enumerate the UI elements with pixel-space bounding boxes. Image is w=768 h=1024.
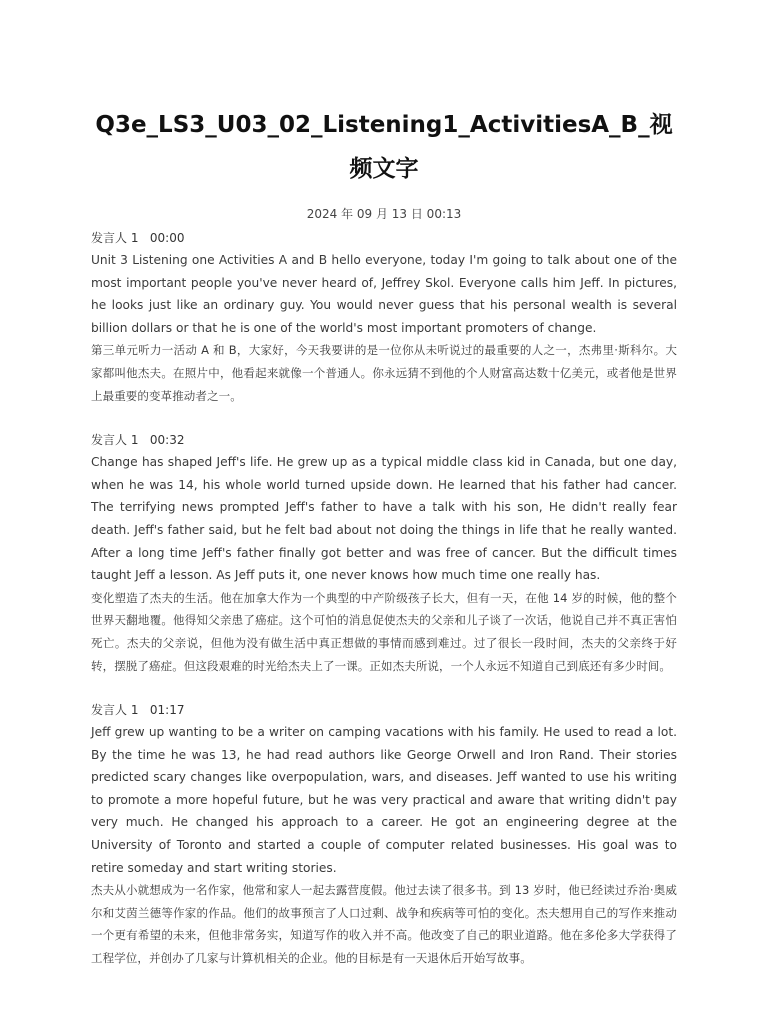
chinese-translation: 杰夫从小就想成为一名作家，他常和家人一起去露营度假。他过去读了很多书。到 13 岁时，他已经读过乔治·奥威尔和艾茵兰德等作家的作品。他们的故事预言了人口过剩、战争和疾病等可怕的变化。杰夫想用自己的写作来推动一个更有希望的未来，但他非常务实，知道写作的收入并不高。他改变了自己的职业道路。他在多伦多大学获得了工程学位，并创办了几家与计算机相关的企业。他的目标是有一天退休后开始写故事。 (91, 883, 677, 966)
segment-header (91, 227, 677, 249)
timestamp: 01:17 (149, 703, 185, 718)
speaker-label: 发言人 1 (91, 231, 139, 245)
transcript-segment (91, 699, 677, 970)
speaker-label: 发言人 1 (91, 703, 139, 718)
chinese-translation: 第三单元听力一活动 A 和 B，大家好，今天我要讲的是一位你从未听说过的最重要的人之一，杰弗里·斯科尔。大家都叫他杰夫。在照片中，他看起来就像一个普通人。你永远猜不到他的个人财富高达数十亿美元，或者他是世界上最重要的变革推动者之一。 (91, 343, 677, 403)
english-transcript: Unit 3 Listening one Activities A and B hello everyone, today I'm going to talk about one of the most important people you've never heard of, Jeffrey Skol. Everyone calls him Jeff. In pictures, he looks just like an ordinary guy. You would never guess that his personal wealth is several billion dollars or that he is one of the world's most important promoters of change. (91, 253, 677, 335)
document-date: 2024 年 09 月 13 日 00:13 (306, 207, 462, 221)
transcript-segment (91, 227, 677, 407)
chinese-translation: 变化塑造了杰夫的生活。他在加拿大作为一个典型的中产阶级孩子长大，但有一天，在他 14 岁的时候，他的整个世界天翻地覆。他得知父亲患了癌症。这个可怕的消息促使杰夫的父亲和儿子谈了一次话，他说自己并不真正害怕死亡。杰夫的父亲说，但他为没有做生活中真正想做的事情而感到难过。过了很长一段时间，杰夫的父亲终于好转，摆脱了癌症。但这段艰难的时光给杰夫上了一课。正如杰夫所说，一个人永远不知道自己到底还有多少时间。 (91, 590, 677, 673)
segment-header (91, 699, 677, 721)
timestamp: 00:00 (149, 231, 185, 245)
english-transcript: Jeff grew up wanting to be a writer on camping vacations with his family. He used to read a lot. By the time he was 13, he had read authors like George Orwell and Iron Rand. Their stories predicted scary changes like overpopulation, wars, and diseases. Jeff wanted to use his writing to promote a more hopeful future, but he was very practical and aware that writing didn't pay very much. He changed his approach to a career. He got an engineering degree at the University of Toronto and started a couple of computer related businesses. His goal was to retire someday and start writing stories. (91, 725, 677, 875)
document-title: Q3e_LS3_U03_02_Listening1_ActivitiesA_B_视频文字 (95, 112, 673, 182)
transcript-segment (91, 429, 677, 677)
segment-header (91, 429, 677, 451)
english-transcript: Change has shaped Jeff's life. He grew up as a typical middle class kid in Canada, but one day, when he was 14, his whole world turned upside down. He learned that his father had cancer. The terrifying news prompted Jeff's father to have a talk with his son, He didn't really fear death. Jeff's father said, but he felt bad about not doing the things in life that he really wanted. After a long time Jeff's father finally got better and was free of cancer. But the difficult times taught Jeff a lesson. As Jeff puts it, one never knows how much time one really has. (91, 455, 677, 583)
timestamp: 00:32 (149, 433, 185, 448)
speaker-label: 发言人 1 (91, 433, 139, 448)
